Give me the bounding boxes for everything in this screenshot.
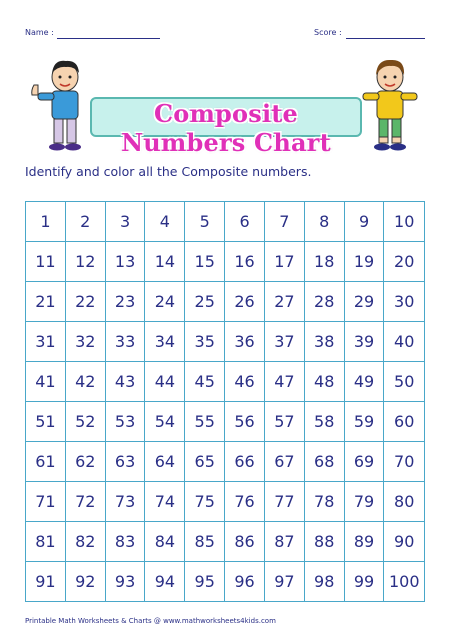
number-cell[interactable]: 97 [264,562,304,602]
number-cell[interactable]: 83 [105,522,145,562]
number-cell[interactable]: 48 [304,362,344,402]
number-cell[interactable]: 31 [26,322,66,362]
title-banner [30,55,420,155]
grid-row [26,202,425,242]
number-cell[interactable]: 51 [26,402,66,442]
number-cell[interactable]: 42 [65,362,105,402]
number-cell[interactable]: 66 [225,442,265,482]
instruction-text: Identify and color all the Composite numbers. [25,164,312,179]
score-label: Score : [314,28,342,37]
number-cell[interactable]: 7 [264,202,304,242]
grid-row [26,282,425,322]
number-cell[interactable]: 72 [65,482,105,522]
number-cell[interactable]: 12 [65,242,105,282]
number-cell[interactable]: 43 [105,362,145,402]
number-cell[interactable]: 87 [264,522,304,562]
number-cell[interactable]: 57 [264,402,304,442]
number-cell[interactable]: 80 [384,482,425,522]
number-grid [25,201,425,602]
number-cell[interactable]: 39 [344,322,384,362]
grid-row [26,242,425,282]
number-cell[interactable]: 77 [264,482,304,522]
number-cell[interactable]: 74 [145,482,185,522]
number-cell[interactable]: 15 [185,242,225,282]
number-cell[interactable]: 98 [304,562,344,602]
number-cell[interactable]: 90 [384,522,425,562]
number-cell[interactable]: 99 [344,562,384,602]
grid-row [26,442,425,482]
number-cell[interactable]: 61 [26,442,66,482]
number-cell[interactable]: 45 [185,362,225,402]
number-cell[interactable]: 56 [225,402,265,442]
number-cell[interactable]: 10 [384,202,425,242]
number-cell[interactable]: 67 [264,442,304,482]
number-cell[interactable]: 46 [225,362,265,402]
number-cell[interactable]: 93 [105,562,145,602]
number-cell[interactable]: 59 [344,402,384,442]
number-cell[interactable]: 58 [304,402,344,442]
number-cell[interactable]: 9 [344,202,384,242]
number-cell[interactable]: 30 [384,282,425,322]
number-cell[interactable]: 92 [65,562,105,602]
number-cell[interactable]: 25 [185,282,225,322]
number-cell[interactable]: 11 [26,242,66,282]
number-cell[interactable]: 14 [145,242,185,282]
grid-row [26,362,425,402]
number-cell[interactable]: 37 [264,322,304,362]
number-cell[interactable]: 86 [225,522,265,562]
number-cell[interactable]: 88 [304,522,344,562]
number-cell[interactable]: 81 [26,522,66,562]
number-cell[interactable]: 38 [304,322,344,362]
number-cell[interactable]: 41 [26,362,66,402]
number-cell[interactable]: 100 [384,562,425,602]
number-cell[interactable]: 1 [26,202,66,242]
number-cell[interactable]: 20 [384,242,425,282]
boy-waving-illustration [355,55,425,155]
number-cell[interactable]: 65 [185,442,225,482]
number-cell[interactable]: 13 [105,242,145,282]
number-cell[interactable]: 69 [344,442,384,482]
number-cell[interactable]: 84 [145,522,185,562]
number-cell[interactable]: 4 [145,202,185,242]
number-cell[interactable]: 19 [344,242,384,282]
number-cell[interactable]: 32 [65,322,105,362]
number-cell[interactable]: 75 [185,482,225,522]
number-cell[interactable]: 44 [145,362,185,402]
number-cell[interactable]: 33 [105,322,145,362]
grid-row [26,322,425,362]
number-cell[interactable]: 34 [145,322,185,362]
number-cell[interactable]: 53 [105,402,145,442]
number-cell[interactable]: 49 [344,362,384,402]
number-cell[interactable]: 60 [384,402,425,442]
number-cell[interactable]: 70 [384,442,425,482]
grid-row [26,522,425,562]
number-cell[interactable]: 89 [344,522,384,562]
number-cell[interactable]: 73 [105,482,145,522]
number-cell[interactable]: 3 [105,202,145,242]
number-cell[interactable]: 68 [304,442,344,482]
number-cell[interactable]: 78 [304,482,344,522]
grid-row [26,482,425,522]
number-cell[interactable]: 55 [185,402,225,442]
number-cell[interactable]: 82 [65,522,105,562]
number-cell[interactable]: 91 [26,562,66,602]
number-cell[interactable]: 8 [304,202,344,242]
number-cell[interactable]: 18 [304,242,344,282]
header-fields [0,28,453,44]
number-cell[interactable]: 6 [225,202,265,242]
number-cell[interactable]: 26 [225,282,265,322]
number-cell[interactable]: 22 [65,282,105,322]
number-cell[interactable]: 47 [264,362,304,402]
number-cell[interactable]: 79 [344,482,384,522]
number-cell[interactable]: 27 [264,282,304,322]
grid-row [26,402,425,442]
number-cell[interactable]: 40 [384,322,425,362]
number-cell[interactable]: 64 [145,442,185,482]
grid-row [26,562,425,602]
score-field[interactable] [346,38,425,39]
footer-credit: Printable Math Worksheets & Charts @ www.mathworksheets4kids.com [25,617,276,625]
name-label: Name : [25,28,54,37]
number-cell[interactable]: 5 [185,202,225,242]
name-field[interactable] [57,38,160,39]
number-cell[interactable]: 24 [145,282,185,322]
number-cell[interactable]: 96 [225,562,265,602]
number-cell[interactable]: 28 [304,282,344,322]
number-cell[interactable]: 17 [264,242,304,282]
number-cell[interactable]: 63 [105,442,145,482]
number-cell[interactable]: 50 [384,362,425,402]
number-cell[interactable]: 54 [145,402,185,442]
number-cell[interactable]: 85 [185,522,225,562]
number-cell[interactable]: 94 [145,562,185,602]
number-cell[interactable]: 2 [65,202,105,242]
number-cell[interactable]: 62 [65,442,105,482]
number-cell[interactable]: 21 [26,282,66,322]
number-cell[interactable]: 52 [65,402,105,442]
number-cell[interactable]: 16 [225,242,265,282]
number-cell[interactable]: 76 [225,482,265,522]
number-cell[interactable]: 71 [26,482,66,522]
number-cell[interactable]: 95 [185,562,225,602]
number-cell[interactable]: 23 [105,282,145,322]
number-cell[interactable]: 29 [344,282,384,322]
page-title: Composite Numbers Chart [121,99,331,157]
number-cell[interactable]: 36 [225,322,265,362]
number-cell[interactable]: 35 [185,322,225,362]
